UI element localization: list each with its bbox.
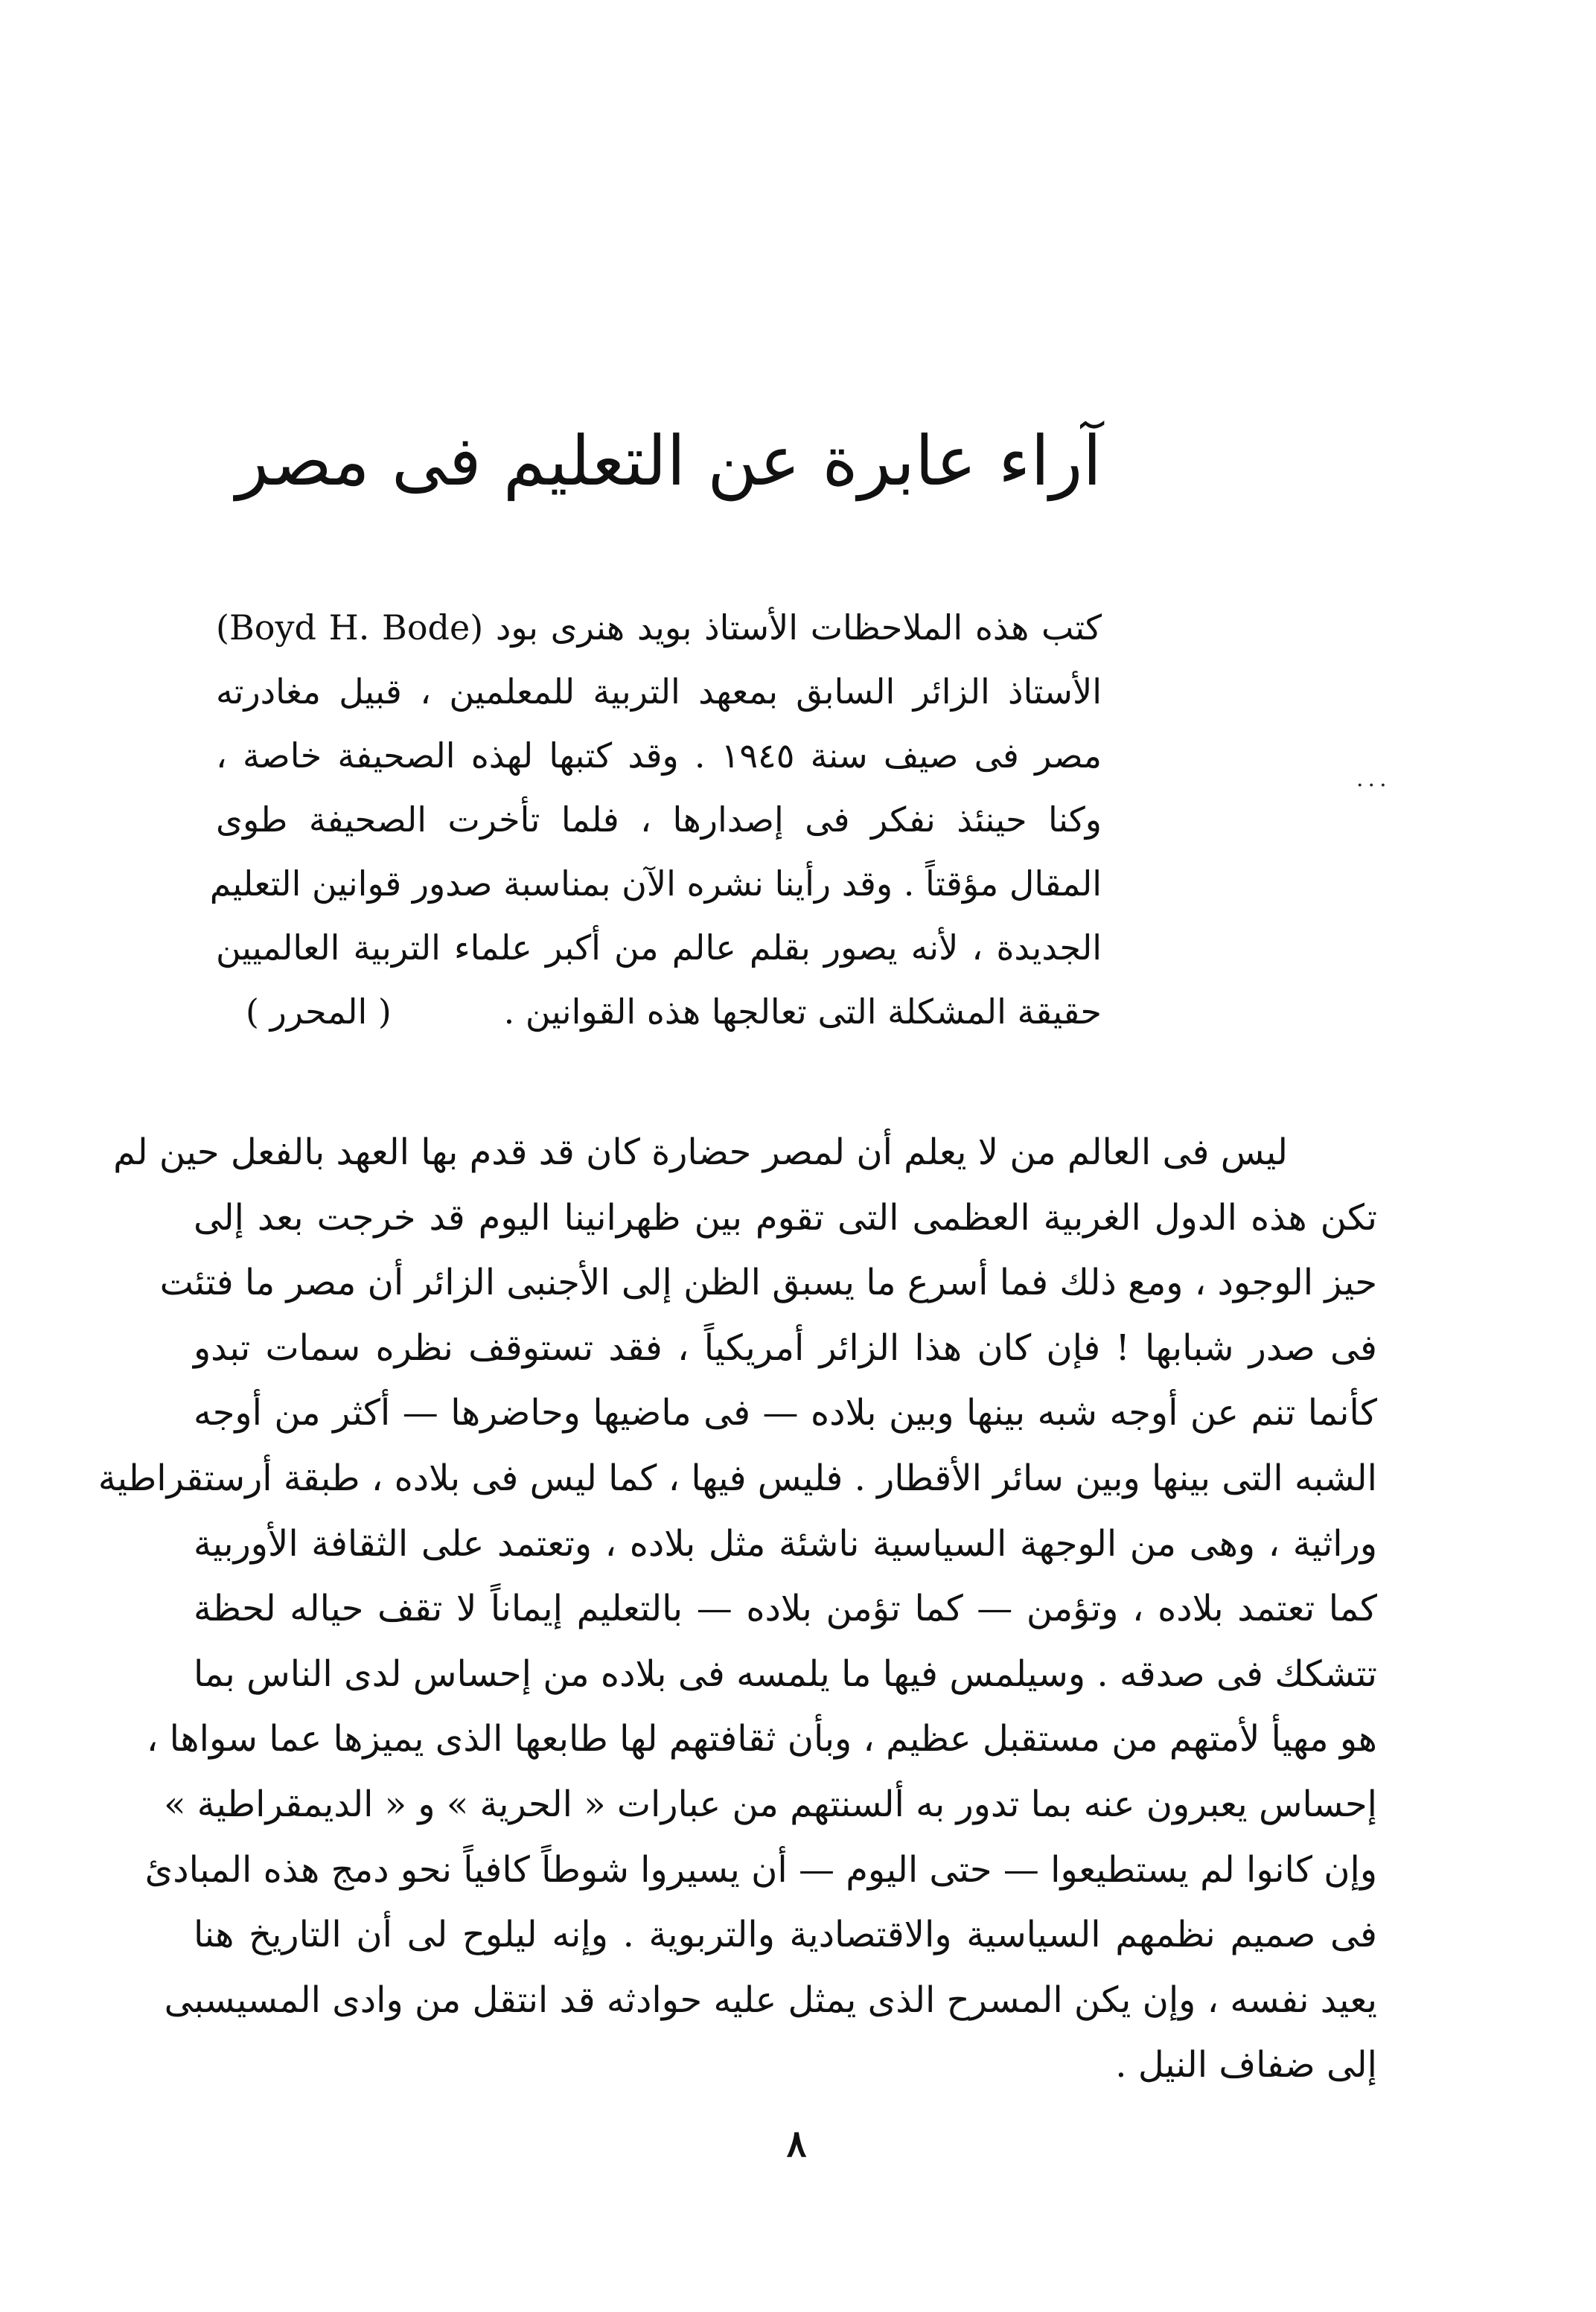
editor-note-line: مصر فى صيف سنة ١٩٤٥ . وقد كتبها لهذه الصحيفة خاصة ، bbox=[216, 735, 1102, 776]
body-line: يعيد نفسه ، وإن يكن المسرح الذى يمثل عليه حوادثه قد انتقل من وادى المسيسبى bbox=[164, 1979, 1377, 2021]
editor-note-line: المقال مؤقتاً . وقد رأينا نشره الآن بمناسبة صدور قوانين التعليم bbox=[209, 863, 1102, 904]
body-line: فى صميم نظمهم السياسية والاقتصادية والتربوية . وإنه ليلوح لى أن التاريخ هنا bbox=[194, 1914, 1377, 1956]
article-body bbox=[98, 1120, 1378, 2098]
body-line: الشبه التى بينها وبين سائر الأقطار . فليس فيها ، كما ليس فى بلاده ، طبقة أرستقراطية bbox=[98, 1457, 1377, 1499]
body-line: إلى ضفاف النيل . bbox=[1115, 2044, 1377, 2086]
editor-note-line: الجديدة ، لأنه يصور بقلم عالم من أكبر علماء التربية العالميين bbox=[216, 927, 1102, 968]
body-line: وإن كانوا لم يستطيعوا — حتى اليوم — أن يسيروا شوطاً كافياً نحو دمج هذه المبادئ bbox=[144, 1848, 1377, 1891]
editor-note-line: حقيقة المشكلة التى تعالجها هذه القوانين . bbox=[503, 991, 1102, 1032]
page-number: ٨ bbox=[786, 2121, 807, 2165]
article-title: آراء عابرة عن التعليم فى مصر bbox=[235, 421, 1102, 501]
body-line: كأنما تنم عن أوجه شبه بينها وبين بلاده — فى ماضيها وحاضرها — أكثر من أوجه bbox=[194, 1392, 1377, 1434]
editor-note-line: الأستاذ الزائر السابق بمعهد التربية للمعلمين ، قبيل مغادرته bbox=[216, 671, 1102, 712]
body-line: ليس فى العالم من لا يعلم أن لمصر حضارة كان قد قدم بها العهد بالفعل حين لم bbox=[113, 1131, 1288, 1173]
body-line: حيز الوجود ، ومع ذلك فما أسرع ما يسبق الظن إلى الأجنبى الزائر أن مصر ما فتئت bbox=[159, 1262, 1377, 1304]
margin-mark: ··· bbox=[1356, 773, 1391, 799]
body-line: فى صدر شبابها ! فإن كان هذا الزائر أمريكياً ، فقد تستوقف نظره سمات تبدو bbox=[194, 1326, 1377, 1369]
body-line: تتشكك فى صدقه . وسيلمس فيها ما يلمسه فى بلاده من إحساس لدى الناس بما bbox=[194, 1652, 1377, 1695]
editor-note-line: كتب هذه الملاحظات الأستاذ بويد هنرى بود (Boyd H. Bode) bbox=[216, 607, 1102, 648]
editor-note bbox=[209, 595, 1102, 1044]
editor-signature: ( المحرر ) bbox=[246, 991, 392, 1032]
body-line: هو مهيأ لأمتهم من مستقبل عظيم ، وبأن ثقافتهم لها طابعها الذى يميزها عما سواها ، bbox=[146, 1718, 1377, 1760]
body-line: تكن هذه الدول الغربية العظمى التى تقوم بين ظهرانينا اليوم قد خرجت بعد إلى bbox=[194, 1196, 1377, 1239]
editor-note-last-line bbox=[216, 980, 1102, 1044]
body-line: وراثية ، وهى من الوجهة السياسية ناشئة مثل بلاده ، وتعتمد على الثقافة الأوربية bbox=[194, 1522, 1378, 1565]
body-line: إحساس يعبرون عنه بما تدور به ألسنتهم من عبارات « الحرية » و « الديمقراطية » bbox=[164, 1783, 1377, 1825]
editor-note-line: وكنا حينئذ نفكر فى إصدارها ، فلما تأخرت الصحيفة طوى bbox=[216, 799, 1102, 840]
body-line: كما تعتمد بلاده ، وتؤمن — كما تؤمن بلاده — بالتعليم إيماناً لا تقف حياله لحظة bbox=[194, 1588, 1377, 1630]
